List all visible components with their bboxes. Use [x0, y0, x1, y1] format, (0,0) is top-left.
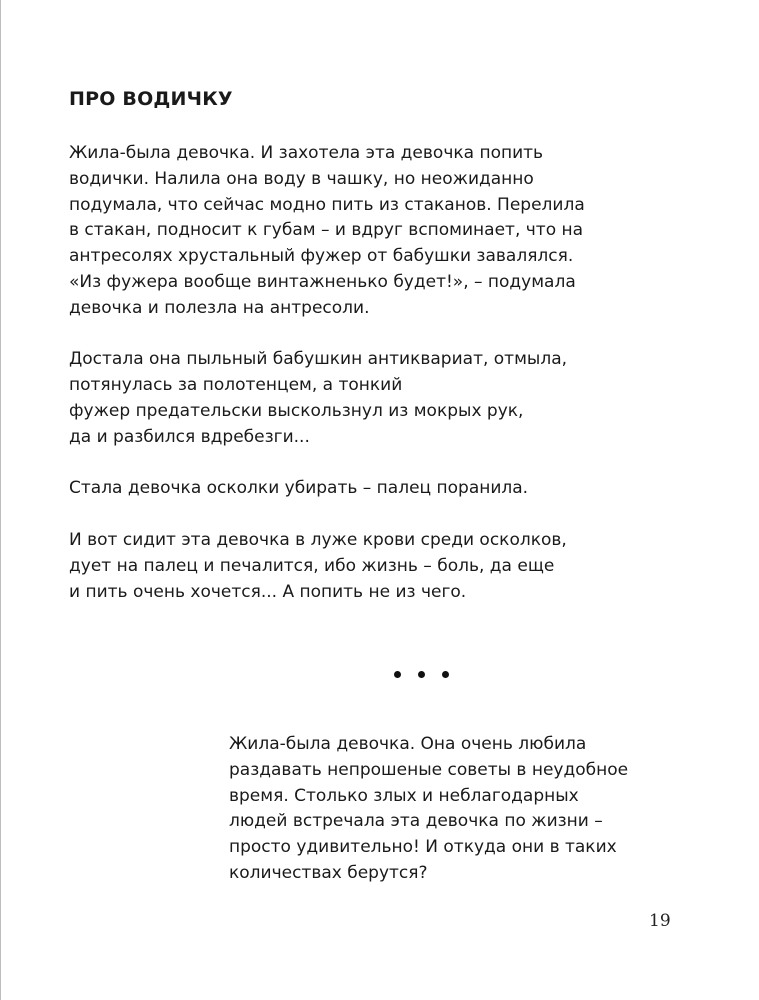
text-line: Стала девочка осколки убирать – палец поранила.: [69, 478, 529, 499]
text-line: людей встречала эта девочка по жизни –: [229, 811, 603, 832]
text-line: потянулась за полотенцем, а тонкий: [69, 375, 403, 396]
text-line: количествах берутся?: [229, 862, 428, 883]
separator-dot: [418, 671, 425, 678]
text-line: да и разбился вдребезги...: [69, 426, 310, 447]
text-line: просто удивительно! И откуда они в таких: [229, 837, 617, 858]
text-line: Достала она пыльный бабушкин антиквариат, отмыла,: [69, 349, 568, 370]
text-line: в стакан, подносит к губам – и вдруг вспоминает, что на: [69, 220, 584, 241]
text-line: водички. Налила она воду в чашку, но неожиданно: [69, 168, 534, 189]
story-heading: ПРО ВОДИЧКУ: [69, 88, 233, 110]
section-separator: [394, 671, 449, 678]
paragraph: [69, 347, 669, 450]
text-line: Жила-была девочка. Она очень любила: [229, 734, 587, 754]
paragraph: [69, 476, 669, 502]
separator-dot: [394, 671, 401, 678]
story-body: [69, 141, 669, 631]
next-story: [229, 732, 669, 887]
text-line: подумала, что сейчас модно пить из стаканов. Перелила: [69, 194, 585, 215]
text-line: дует на палец и печалится, ибо жизнь – боль, да еще: [69, 555, 555, 576]
text-line: «Из фужера вообще винтажненько будет!», – подумала: [69, 271, 576, 292]
text-line: фужер предательски выскользнул из мокрых рук,: [69, 400, 524, 421]
paragraph: [69, 528, 669, 605]
text-line: И вот сидит эта девочка в луже крови среди осколков,: [69, 529, 567, 550]
text-line: Жила-была девочка. И захотела эта девочка попить: [69, 143, 544, 163]
text-line: девочка и полезла на антресоли.: [69, 297, 370, 318]
text-line: раздавать непрошеные советы в неудобное: [229, 759, 629, 780]
paragraph: [69, 141, 669, 322]
page-edge-line: [0, 0, 1, 1000]
text-line: антресолях хрустальный фужер от бабушки завалялся.: [69, 246, 574, 267]
text-line: время. Столько злых и неблагодарных: [229, 785, 579, 806]
page-number: 19: [649, 911, 671, 931]
separator-dot: [442, 671, 449, 678]
text-line: и пить очень хочется... А попить не из чего.: [69, 581, 467, 602]
